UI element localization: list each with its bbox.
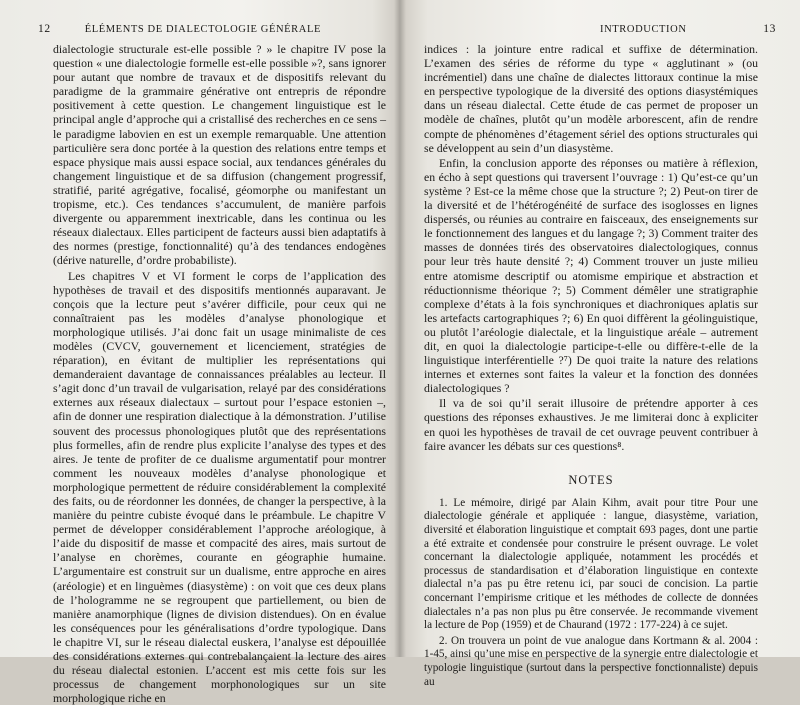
- left-paragraph-2: Les chapitres V et VI forment le corps de l’application des hypothèses de travail et des dispositifs mentionnés auparavant. Je conçois que la lecture peut s’avérer difficile, pour ceux qui ne connaîtraient pas les modèles d’analyse phonologique et morphologique utilisés. J’ai donc fait un usage minimaliste de ces modèles (CVCV, gouvernement et licenciement, stratégies de réparation), en évitant de multiplier les représentations qui demanderaient davantage de connaissances préalables au lecteur. Il s’agit donc d’un travail de vulgarisation, relayé par des considérations externes aux réseaux dialectaux – surtout pour l’espace estonien –, afin de donner une respiration dialectique à la démonstration. J’utilise souvent des processus phonologiques plutôt que des représentations plus formelles, afin de rendre plus explicite l’analyse des types et des aires. Je tente de profiter de ce dualisme argumentatif pour montrer comment les nouveaux modèles d’analyse phonologique et morphologique permettent de réduire considérablement la complexité des faits, ou de réordonner les données, de changer la perspective, à la manière du peintre cubiste évoqué dans le préambule. Le chapitre V permet de développer considérablement l’approche aréologique, à l’aide du dispositif de masse et compacité des aires, mais surtout de l’analyse en chorèmes, courante en géographie humaine. L’argumentaire est construit sur un dualisme, entre approche en aires (aréologie) et en linguèmes (diasystème) : on voit que ces deux plans de l’hologramme ne se regroupent que partiellement, ou bien de manière anamorphique (lignes de division distendues). On en évalue les conséquences pour les généralisations d’ordre typologique. Dans le chapitre VI, sur le réseau dialectal euskera, l’analyse est dépouillée des considérations externes qui contrebalançaient la lecture des aires du réseau dialectal estonien. L’accent est mis cette fois sur les processus de changement morphonologiques sur un site morphologique riche en: [53, 269, 386, 705]
- left-running-title: ÉLÉMENTS DE DIALECTOLOGIE GÉNÉRALE: [85, 24, 321, 35]
- right-paragraph-2: Enfin, la conclusion apporte des réponses ou matière à réflexion, en écho à sept questions qui traversent l’ouvrage : 1) Qu’est-ce qu’un système ? Est-ce la même chose que la structure ?; 2) Peut-on tirer de la diversité et de l’hétérogénéité de surface des isoglosses en lignes dispersés, ou réunies au contraire en faisceaux, des enseignements sur le fonctionnement des langues et du langage ?; 3) Comment traiter des masses de données tirés des observatoires dialectologiques, connus pour leur très haute densité ?; 4) Comment trouver un juste milieu entre atomisme descriptif ou atomisme empirique et abstraction et réductionnisme théorique ?; 5) Comment démêler une stratigraphie complexe d’états à la fois synchroniques et diachroniques aplatis sur les artefacts cartographiques ?; 6) En quoi diffèrent la géolinguistique, ou plutôt l’aréologie dialectale, et la linguistique aréale – autrement dit, en quoi la dialectologie participe-t-elle ou diffère-t-elle de la linguistique interférentielle ?⁷) De quoi traite la nature des relations internes et externes sont faites la valeur et la fonction des données dialectologiques ?: [424, 156, 758, 396]
- left-page-number: 12: [38, 23, 51, 35]
- note-2: 2. On trouvera un point de vue analogue dans Kortmann & al. 2004 : 1-45, ainsi qu’une mise en perspective de la synergie entre dialectologie et typologie linguistique (surtout dans la perspective fonctionnaliste) depuis au: [424, 635, 758, 689]
- left-body-text: [53, 42, 386, 705]
- right-page-number: 13: [763, 23, 776, 35]
- right-body-text: [424, 42, 758, 691]
- right-paragraph-1: indices : la jointure entre radical et suffixe de détermination. L’examen des séries de réforme du type « agglutinant » (ou incrémentiel) dans une chaîne de dialectes littoraux continue la mise en perspective typologique de la diversité des options diasystémiques dans un réseau dialectal. Cette étude de cas permet de proposer un modèle de chaînes, plutôt qu’un modèle arborescent, afin de rendre compte de phénomènes d’étagement sériel des options structurales qui se développent au sein d’un diasystème.: [424, 42, 758, 155]
- note-1: 1. Le mémoire, dirigé par Alain Kihm, avait pour titre Pour une dialectologie générale et appliquée : langue, diasystème, variation, diversité et élaboration linguistique et comptait 693 pages, dont une partie a été extraite et condensée pour construire le présent ouvrage. Le volet concernant la dialectologie appliquée, notamment les procédés et processus de standardisation et d’élaboration linguistique en contexte dialectal n’a pas pu être retenu ici, par souci de concision. La partie concernant l’empirisme critique et les méthodes de collecte de données dialectales n’a pas non plus pu être conservée. Je recommande vivement la lecture de Pop (1959) et de Chaurand (1972 : 177-224) à ce sujet.: [424, 497, 758, 633]
- right-page: [400, 0, 800, 657]
- notes-heading: NOTES: [424, 473, 758, 487]
- notes-section: [424, 497, 758, 689]
- right-paragraph-3: Il va de soi qu’il serait illusoire de prétendre apporter à ces questions des réponses exhaustives. Je me limiterai donc à expliciter en quoi les hypothèses de travail de cet ouvrage peuvent contribuer à faire avancer les débats sur ces questions⁸.: [424, 396, 758, 452]
- left-page: [0, 0, 400, 657]
- right-running-head: [600, 23, 776, 35]
- right-running-title: INTRODUCTION: [600, 24, 687, 35]
- left-paragraph-1: dialectologie structurale est-elle possible ? » le chapitre IV pose la question « une dialectologie formelle est-elle possible »?, sans ignorer pour autant que nombre de travaux et de dispositifs relevant du paradigme de la grammaire générative ont entrepris de répondre positivement à cette question. Le changement linguistique est le principal angle d’approche qui a cristallisé des recherches en ce sens – le paradigme labovien en est un exemple remarquable. Une attention particulière sera donc portée à la question des relations entre temps et espace physique mais aussi espace social, aux tendances générales du changement linguistique et de sa diffusion (changement progressif, stratifié, parité agrégative, focalisé, géomorphe ou manifestant un tropisme, etc.). Ces tendances s’accumulent, de manière parfois divergente ou apparemment inextricable, dans les continua ou les réseaux dialectaux. Elles participent de facteurs aussi bien adaptatifs à des normes (prestige, fonctionnalité) qu’à des tendances endogènes (dérive naturelle, d’ordre probabiliste).: [53, 42, 386, 268]
- left-running-head: [38, 23, 382, 35]
